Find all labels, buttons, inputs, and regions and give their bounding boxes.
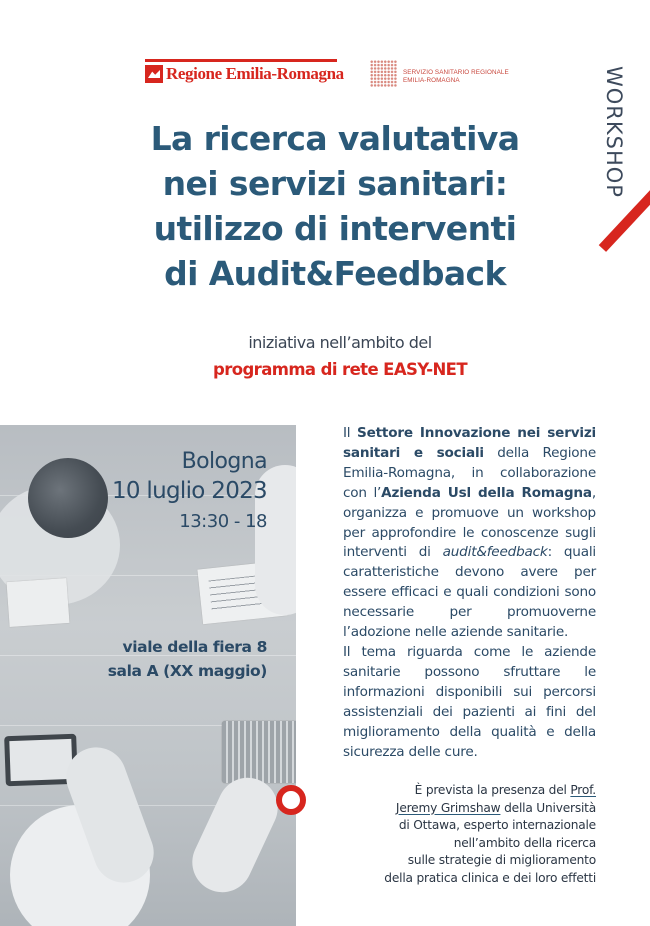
audit-feedback-term: audit&feedback: [442, 544, 548, 561]
azienda-name: Azienda Usl della Romagna: [381, 484, 592, 501]
description-paragraph-1: Il Settore Innovazione nei servizi sanitari e sociali della Regione Emilia-Romagna, in collaborazione con l’Azienda Usl della Romagna, organizza e promuove un workshop per approfondire le conoscenze sugli interventi di audit&feedback: quali caratteristiche devono avere per essere efficaci e quali condizioni sono necessarie per promuoverne l’adozione nelle aziende sanitarie.: [343, 425, 596, 641]
ssr-logo: [370, 60, 530, 90]
regione-flag-icon: [145, 65, 163, 83]
event-date: 10 luglio 2023: [111, 478, 267, 504]
speaker-name-link[interactable]: Jeremy Grimshaw: [395, 800, 501, 815]
workshop-label: WORKSHOP: [602, 66, 626, 198]
logo-red-bar: [145, 59, 337, 62]
event-info: [112, 448, 267, 536]
ssr-logo-line1: SERVIZIO SANITARIO REGIONALE: [403, 69, 509, 76]
event-city: Bologna: [181, 449, 267, 474]
event-venue: [108, 635, 267, 683]
title-line: nei servizi sanitari:: [162, 164, 508, 203]
regione-logo: [145, 59, 344, 89]
venue-address: viale della fiera 8: [122, 638, 267, 656]
initiative-text: iniziativa nell’ambito del: [248, 333, 432, 352]
ssr-logo-line2: EMILIA-ROMAGNA: [403, 77, 460, 84]
title-line: di Audit&Feedback: [164, 254, 506, 293]
red-ring-decoration: [276, 785, 306, 815]
event-time: 13:30 - 18: [179, 511, 267, 532]
speaker-note: È prevista la presenza del Prof. Jeremy Grimshaw della Università di Ottawa, esperto internazionale nell’ambito della ricerca sulle strategie di miglioramento della pratica clinica e dei loro effetti: [384, 783, 596, 885]
description-paragraph-2: Il tema riguarda come le aziende sanitarie possono sfruttare le informazioni disponibili sui percorsi assistenziali dei pazienti ai fini del miglioramento della qualità e della sicurezza delle cure.: [343, 643, 596, 760]
regione-logo-text: Regione Emilia-Romagna: [166, 64, 344, 83]
settore-name: Settore Innovazione nei servizi sanitari e sociali: [343, 425, 596, 461]
title-line: La ricerca valutativa: [150, 119, 520, 158]
speaker-title-link[interactable]: Prof.: [570, 783, 596, 797]
description: [343, 424, 596, 762]
title-line: utilizzo di interventi: [153, 209, 517, 248]
program-name: programma di rete EASY-NET: [212, 360, 468, 379]
page-title: [80, 116, 590, 296]
venue-room: sala A (XX maggio): [107, 662, 267, 680]
dot-grid-icon: [370, 60, 397, 87]
